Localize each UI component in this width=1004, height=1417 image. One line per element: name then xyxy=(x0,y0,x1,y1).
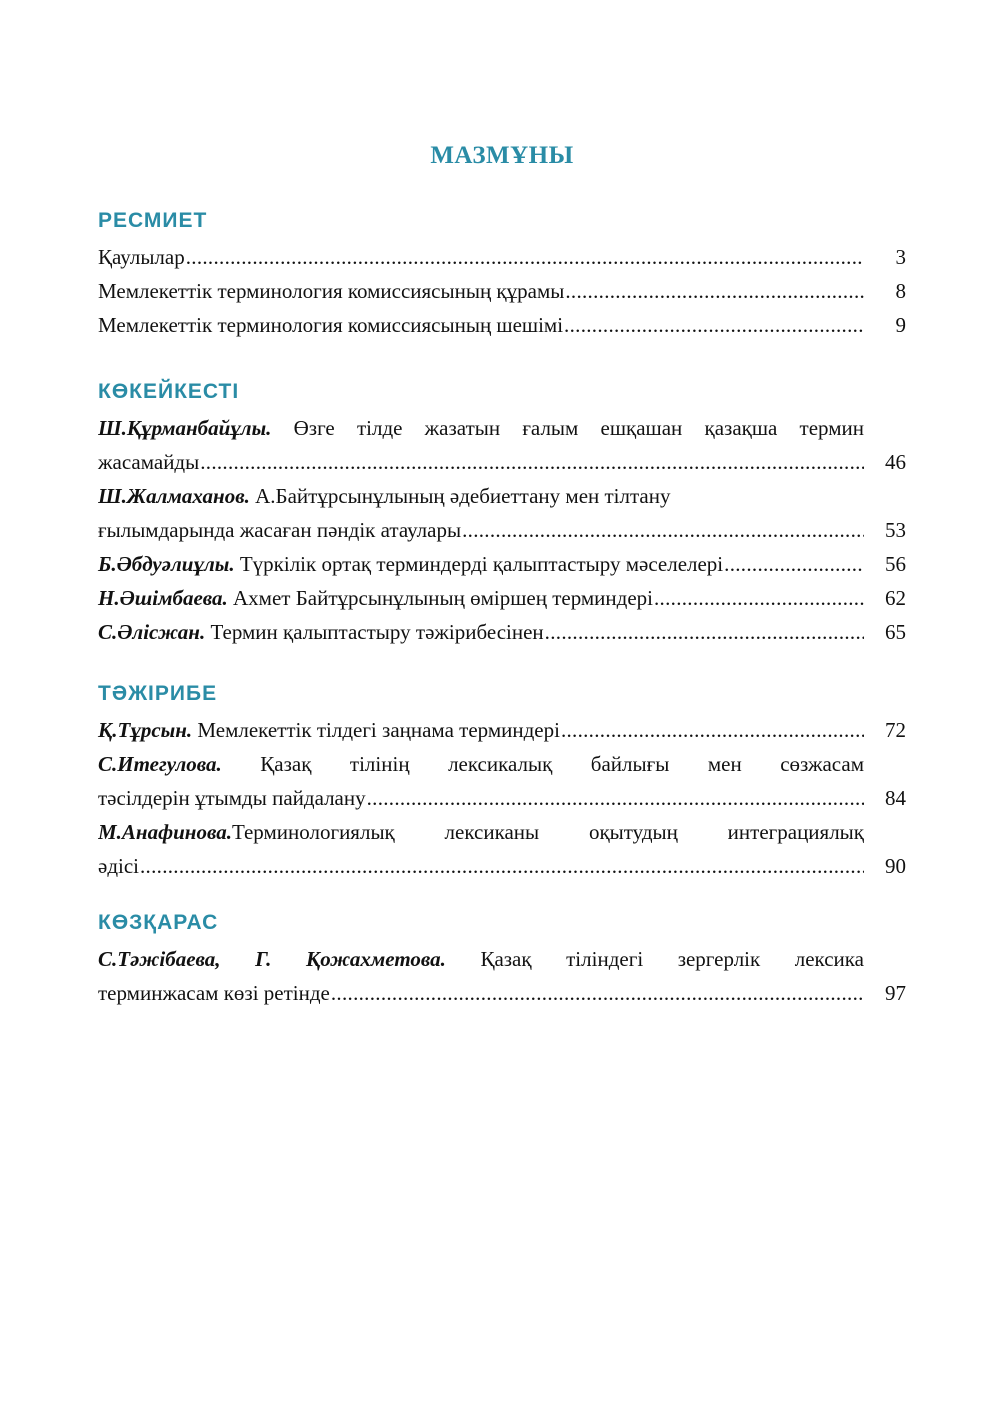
entry-author: Қ.Тұрсын. xyxy=(98,718,193,742)
section-heading: КӨКЕЙКЕСТІ xyxy=(98,380,240,403)
entry-author: Ш.Жалмаханов. xyxy=(98,484,250,508)
dot-leader xyxy=(367,781,864,815)
toc-entry[interactable] xyxy=(98,240,906,274)
toc-entry[interactable] xyxy=(98,815,906,883)
dot-leader xyxy=(545,615,864,649)
page-number: 90 xyxy=(885,854,906,878)
section-heading: КӨЗҚАРАС xyxy=(98,911,219,934)
toc-entry[interactable] xyxy=(98,479,906,547)
page-number: 84 xyxy=(885,786,906,810)
dot-leader xyxy=(564,308,864,342)
page-number: 3 xyxy=(895,245,906,269)
dot-leader xyxy=(561,713,864,747)
toc-entry[interactable] xyxy=(98,274,906,308)
dot-leader xyxy=(654,581,864,615)
dot-leader xyxy=(140,849,864,883)
dot-leader xyxy=(331,976,864,1010)
page-title: МАЗМҰНЫ xyxy=(430,142,574,169)
section-tazhiribe xyxy=(98,679,906,883)
entry-author: Б.Әбдуәлиұлы. xyxy=(98,552,235,576)
dot-leader xyxy=(565,274,864,308)
entry-author: С.Тәжібаева, Г. Қожахметова. xyxy=(98,947,446,971)
dot-leader xyxy=(724,547,864,581)
section-heading: РЕСМИЕТ xyxy=(98,209,208,232)
page-number: 72 xyxy=(885,718,906,742)
dot-leader xyxy=(186,240,864,274)
entry-author: С.Итегулова. xyxy=(98,752,222,776)
page-number: 97 xyxy=(885,981,906,1005)
entry-title-line1: А.Байтұрсынұлының әдебиеттану мен тілтану xyxy=(249,484,671,508)
entry-title: әдісі xyxy=(98,854,139,878)
toc-entry[interactable] xyxy=(98,615,906,649)
toc-entry[interactable] xyxy=(98,581,906,615)
section-resmiet xyxy=(98,206,906,342)
page-number: 9 xyxy=(895,313,906,337)
page-number: 53 xyxy=(885,518,906,542)
entry-title: Қаулылар xyxy=(98,245,185,269)
toc-entry[interactable] xyxy=(98,308,906,342)
toc-entry[interactable] xyxy=(98,942,906,1010)
entry-author: М.Анафинова. xyxy=(98,820,232,844)
entry-title: Мемлекеттік терминология комиссиясының шешімі xyxy=(98,313,564,337)
entry-author: Н.Әшімбаева. xyxy=(98,586,228,610)
entry-title: Түркілік ортақ терминдерді қалыптастыру мәселелері xyxy=(234,552,724,576)
entry-title: тәсілдерін ұтымды пайдалану xyxy=(98,786,366,810)
entry-title-line1: Қазақ тіліндегі зергерлік лексика xyxy=(445,947,864,971)
toc-entry[interactable] xyxy=(98,547,906,581)
page-number: 46 xyxy=(885,450,906,474)
entry-title: Мемлекеттік терминология комиссиясының құрамы xyxy=(98,279,565,303)
entry-title-line1: Терминологиялық лексиканы оқытудың интеграциялық xyxy=(231,820,864,844)
section-heading: ТӘЖІРИБЕ xyxy=(98,682,218,705)
entry-title: Мемлекеттік тілдегі заңнама терминдері xyxy=(192,718,560,742)
page-number: 65 xyxy=(885,620,906,644)
dot-leader xyxy=(200,445,864,479)
entry-author: С.Әлісжан. xyxy=(98,620,206,644)
entry-title-line1: Өзге тілде жазатын ғалым ешқашан қазақша термин xyxy=(271,416,864,440)
section-kokeikesti xyxy=(98,377,906,649)
entry-title: терминжасам көзі ретінде xyxy=(98,981,330,1005)
entry-title: Ахмет Байтұрсынұлының өміршең терминдері xyxy=(227,586,653,610)
section-kozqaras xyxy=(98,908,906,1010)
toc-entry[interactable] xyxy=(98,411,906,479)
toc-entry[interactable] xyxy=(98,747,906,815)
toc-entry[interactable] xyxy=(98,713,906,747)
page-number: 56 xyxy=(885,552,906,576)
page-number: 8 xyxy=(895,279,906,303)
entry-title: Термин қалыптастыру тәжірибесінен xyxy=(205,620,544,644)
entry-title-line1: Қазақ тілінің лексикалық байлығы мен сөзжасам xyxy=(221,752,864,776)
entry-author: Ш.Құрманбайұлы. xyxy=(98,416,272,440)
dot-leader xyxy=(462,513,864,547)
entry-title: ғылымдарында жасаған пәндік атаулары xyxy=(98,518,462,542)
page-number: 62 xyxy=(885,586,906,610)
entry-title: жасамайды xyxy=(98,450,200,474)
